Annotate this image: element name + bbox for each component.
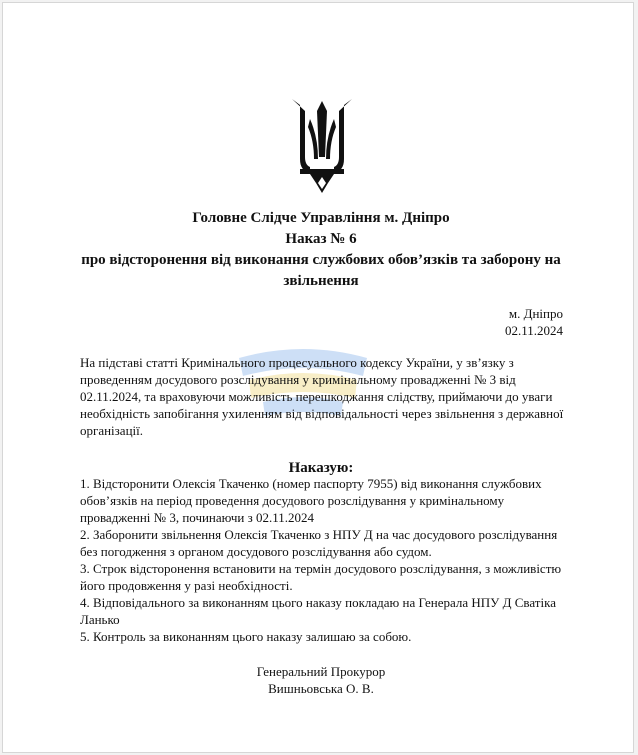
signatory-position: Генеральний Прокурор (256, 664, 386, 679)
preamble-line: проведенням досудового розслідування у кримінальному провадженні № 3 від (80, 372, 516, 387)
place: м. Дніпро (508, 306, 563, 321)
order-number: Наказ № 6 (285, 231, 357, 247)
order-item-line: 3. Строк відсторонення встановити на термін досудового розслідування, з можливістю (80, 561, 562, 576)
order-subject-line: про відсторонення від виконання службових обов’язків та заборону на (81, 252, 561, 268)
signature-block (173, 663, 469, 697)
date: 02.11.2024 (504, 323, 563, 338)
order-item-line: провадженні № 3, починаючи з 02.11.2024 (80, 510, 315, 525)
order-item-line: 5. Контроль за виконанням цього наказу залишаю за собою. (80, 629, 412, 644)
order-item-line: його продовження у разі необхідності. (80, 578, 293, 593)
preamble-line: необхідність запобігання ухиленням від відповідальності через звільнення з державної (80, 406, 564, 421)
preamble-line: 02.11.2024, та враховуючи можливість перешкоджання слідству, приймаючи до уваги (80, 389, 553, 404)
document-page (2, 2, 634, 753)
preamble-line: організації. (80, 423, 144, 438)
order-title: Наказую: (288, 460, 354, 476)
organization-name: Головне Слідче Управління м. Дніпро (192, 210, 450, 226)
order-item-line: 1. Відсторонити Олексія Ткаченко (номер паспорту 7955) від виконання службових (80, 476, 542, 491)
order-item-line: Ланько (80, 612, 120, 627)
signatory-name: Вишньовська О. В. (268, 681, 374, 696)
order-item-line: обов’язків на період проведення досудового розслідування у кримінальному (80, 493, 505, 508)
preamble-line: На підставі статті Кримінального процесуального кодексу України, у зв’язку з (80, 355, 514, 370)
order-item-line: 2. Заборонити звільнення Олексія Ткаченко з НПУ Д на час досудового розслідування (80, 527, 558, 542)
preamble (80, 354, 564, 439)
order-item-line: 4. Відповідального за виконанням цього наказу покладаю на Генерала НПУ Д Сватіка (80, 595, 556, 610)
document-heading (73, 208, 569, 292)
place-and-date (403, 305, 563, 339)
order-item-line: без погодження з органом досудового розслідування або судом. (80, 544, 432, 559)
trident-icon (288, 97, 356, 195)
order-subject-line: звільнення (283, 273, 359, 289)
order-items (80, 475, 564, 645)
